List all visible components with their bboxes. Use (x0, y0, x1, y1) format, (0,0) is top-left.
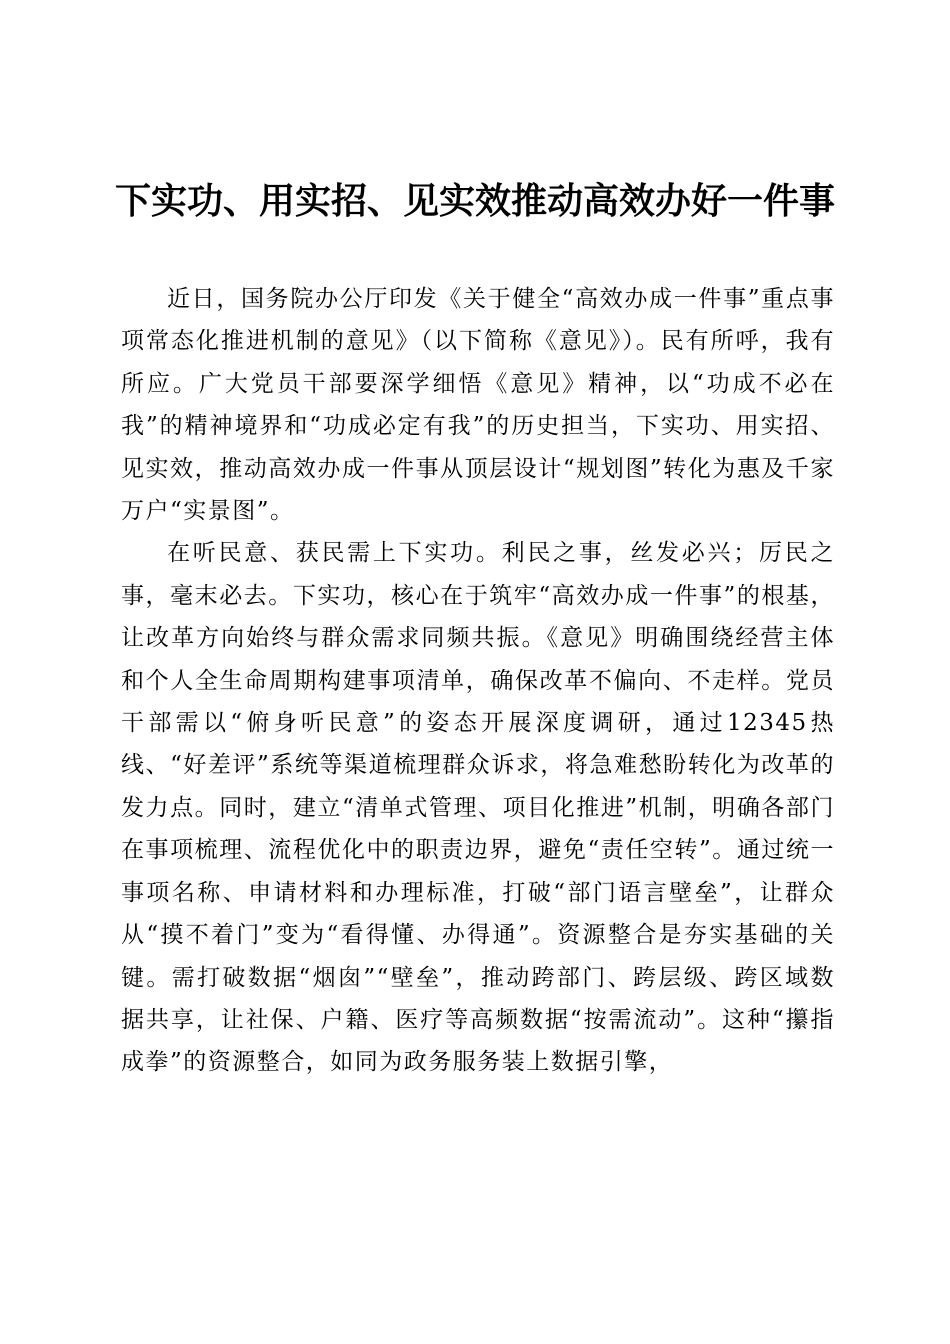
paragraph-intro: 近日，国务院办公厅印发《关于健全“高效办成一件事”重点事项常态化推进机制的意见》（以下简称《意见》）。民有所呼，我有所应。广大党员干部要深学细悟《意见》精神，以“功成不必在我”的精神境界和“功成必定有我”的历史担当，下实功、用实招、见实效，推动高效办成一件事从顶层设计“规划图”转化为惠及千家万户“实景图”。 (121, 286, 835, 525)
article-body (121, 278, 835, 1084)
paragraph-listen-to-people: 在听民意、获民需上下实功。利民之事，丝发必兴；厉民之事，毫末必去。下实功，核心在于筑牢“高效办成一件事”的根基，让改革方向始终与群众需求同频共振。《意见》明确围绕经营主体和个人全生命周期构建事项清单，确保改革不偏向、不走样。党员干部需以“俯身听民意”的姿态开展深度调研，通过12345热线、“好差评”系统等渠道梳理群众诉求，将急难愁盼转化为改革的发力点。同时，建立“清单式管理、项目化推进”机制，明确各部门在事项梳理、流程优化中的职责边界，避免“责任空转”。通过统一事项名称、申请材料和办理标准，打破“部门语言壁垒”，让群众从“摸不着门”变为“看得懂、办得通”。资源整合是夯实基础的关键。需打破数据“烟囱”“壁垒”，推动跨部门、跨层级、跨区域数据共享，让社保、户籍、医疗等高频数据“按需流动”。这种“攥指成拳”的资源整合，如同为政务服务装上数据引擎， (121, 540, 835, 1076)
article-title: 下实功、用实招、见实效推动高效办好一件事 (114, 180, 835, 222)
